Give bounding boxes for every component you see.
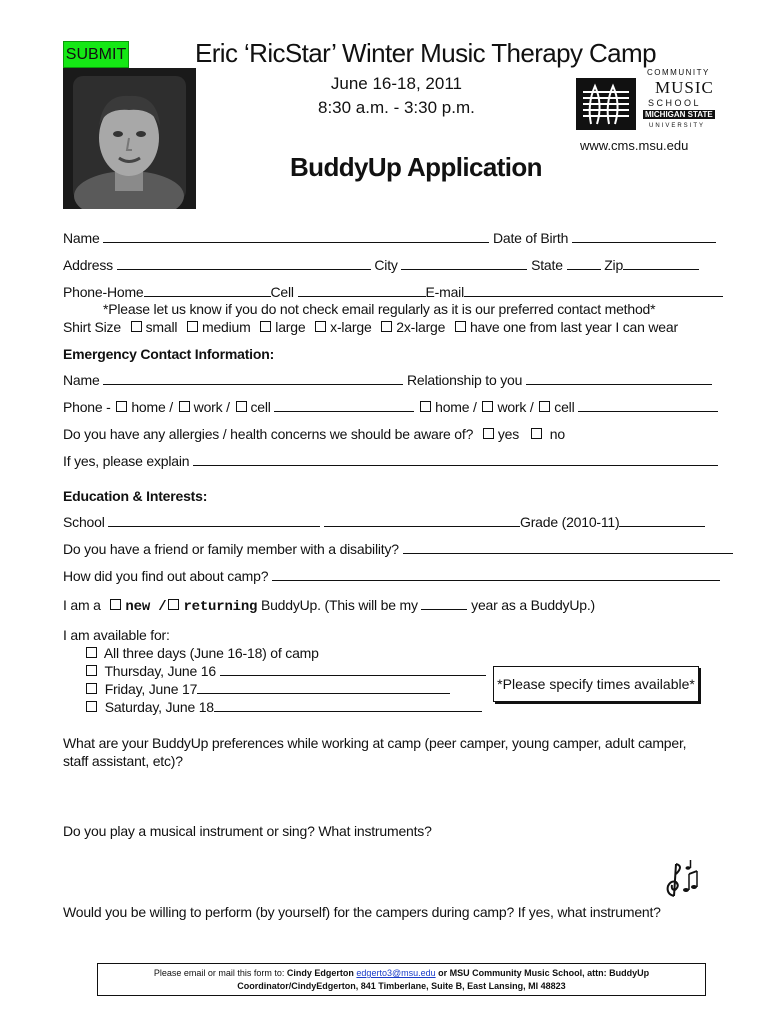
phone2-work-label: work / [497,399,534,415]
phone-row [63,284,723,300]
zip-field[interactable] [623,257,699,270]
phone2-field[interactable] [578,399,718,412]
avail-fri-field[interactable] [197,681,450,694]
find-camp-field[interactable] [272,568,720,581]
relationship-label: Relationship to you [406,372,523,388]
returning-checkbox[interactable] [168,599,179,610]
shirt-small-label: small [145,319,178,335]
avail-all-label: All three days (June 16-18) of camp [103,645,319,661]
email-note: *Please let us know if you do not check email regularly as it is our preferred contact method* [103,301,656,317]
logo-text-community: COMMUNITY [647,68,710,77]
camp-date: June 16-18, 2011 [330,74,462,93]
emergency-phone-row [63,399,718,415]
name-row [63,230,716,246]
instrument-question: Do you play a musical instrument or sing? What instruments? [63,823,432,839]
avail-sat-row [80,699,482,715]
shirt-2xlarge-checkbox[interactable] [381,321,392,332]
shirt-medium-checkbox[interactable] [187,321,198,332]
footer-prefix: Please email or mail this form to: [153,968,287,978]
logo-text-university: UNIVERSITY [649,123,706,129]
shirt-size-label: Shirt Size [63,319,121,335]
shirt-large-label: large [275,319,306,335]
phone-home-label: Phone-Home [63,284,144,300]
school-field[interactable] [108,514,320,527]
page-title: Eric ‘RicStar’ Winter Music Therapy Camp [195,38,656,68]
allergies-question: Do you have any allergies / health concerns we should be aware of? [63,426,474,442]
grade-field[interactable] [619,514,705,527]
footer-email-link[interactable]: edgerto3@msu.edu [356,968,436,978]
allergies-no-label: no [549,426,565,442]
email-field[interactable] [464,284,723,297]
shirt-small-checkbox[interactable] [131,321,142,332]
zip-label: Zip [604,257,624,273]
phone2-cell-checkbox[interactable] [539,401,550,412]
allergies-yes-label: yes [497,426,520,442]
allergies-row [63,426,565,442]
avail-thu-row [80,663,486,679]
avail-sat-label: Saturday, June 18 [104,699,214,715]
application-title: BuddyUp Application [290,152,542,182]
phone2-cell-label: cell [554,399,575,415]
city-field[interactable] [401,257,527,270]
find-camp-row [63,568,720,584]
phone1-work-label: work / [193,399,230,415]
returning-label: returning [183,599,258,615]
new-label: new / [125,599,167,615]
submit-button[interactable]: SUBMIT [63,41,129,68]
avail-all-row [80,645,319,661]
phone1-home-checkbox[interactable] [116,401,127,412]
footer-contact-name: Cindy Edgerton [286,968,357,978]
address-label: Address [63,257,113,273]
state-field[interactable] [567,257,601,270]
year-field[interactable] [421,597,467,610]
dob-label: Date of Birth [492,230,569,246]
shirt-xlarge-checkbox[interactable] [315,321,326,332]
address-field[interactable] [117,257,371,270]
grade-label: Grade (2010-11) [520,514,620,530]
explain-row [63,453,718,469]
cell-field[interactable] [298,284,426,297]
disability-row [63,541,733,557]
school-field-2[interactable] [324,514,520,527]
disability-field[interactable] [403,541,733,554]
phone1-work-checkbox[interactable] [179,401,190,412]
emergency-heading: Emergency Contact Information: [63,346,275,362]
shirt-size-row [63,319,678,335]
state-label: State [531,257,563,273]
avail-thu-field[interactable] [220,663,486,676]
education-heading: Education & Interests: [63,488,208,504]
shirt-large-checkbox[interactable] [260,321,271,332]
name-field[interactable] [103,230,489,243]
explain-label: If yes, please explain [63,453,190,469]
name-label: Name [63,230,100,246]
website-link: www.cms.msu.edu [580,138,689,153]
phone1-cell-label: cell [250,399,271,415]
avail-fri-row [80,681,450,697]
avail-thu-label: Thursday, June 16 [104,663,216,679]
shirt-2xlarge-label: 2x-large [396,319,446,335]
relationship-field[interactable] [526,372,712,385]
logo-text-school: SCHOOL [648,98,702,108]
avail-sat-checkbox[interactable] [86,701,97,712]
camper-photo [63,68,196,209]
disability-question: Do you have a friend or family member with a disability? [63,541,399,557]
avail-fri-label: Friday, June 17 [104,681,198,697]
phone1-field[interactable] [274,399,414,412]
phone2-home-label: home / [435,399,477,415]
phone1-home-label: home / [131,399,173,415]
phone2-work-checkbox[interactable] [482,401,493,412]
emergency-phone-label: Phone - [63,399,111,415]
avail-fri-checkbox[interactable] [86,683,97,694]
buddyup-text-2: year as a BuddyUp.) [467,597,595,613]
emergency-name-field[interactable] [103,372,403,385]
times-note-box: *Please specify times available* [493,666,699,702]
preferences-question: What are your BuddyUp preferences while working at camp (peer camper, young camper, adult camper, staff assistant, etc)? [63,735,687,769]
shirt-have-one-label: have one from last year I can wear [469,319,678,335]
camp-dates [318,72,475,120]
logo-text-msu: MICHIGAN STATE [645,110,713,119]
phone1-cell-checkbox[interactable] [236,401,247,412]
emergency-name-row [63,372,712,388]
phone2-home-checkbox[interactable] [420,401,431,412]
avail-all-checkbox[interactable] [86,647,97,658]
emergency-name-label: Name [63,372,100,388]
buddyup-text: BuddyUp. (This will be my [260,597,422,613]
footer-instructions [97,963,706,996]
city-label: City [374,257,398,273]
avail-thu-checkbox[interactable] [86,665,97,676]
find-camp-question: How did you find out about camp? [63,568,269,584]
shirt-medium-label: medium [202,319,251,335]
phone-home-field[interactable] [144,284,271,297]
cell-label: Cell [270,284,294,300]
school-label: School [63,514,105,530]
perform-question: Would you be willing to perform (by yourself) for the campers during camp? If yes, what instrument? [63,904,661,920]
logo-text-music: MUSIC [655,78,714,97]
allergies-no-checkbox[interactable] [531,428,542,439]
shirt-have-one-checkbox[interactable] [455,321,466,332]
school-row [63,514,705,530]
footer-suffix: or MSU Community Music School, attn: BuddyUp Coordinator/CindyEdgerton, 841 Timberlane, Suite B, East Lansing, MI 48823 [237,968,650,991]
shirt-xlarge-label: x-large [330,319,372,335]
dob-field[interactable] [572,230,716,243]
music-notes-icon [662,860,702,905]
email-label: E-mail [425,284,465,300]
iam-label: I am a [63,597,101,613]
address-row [63,257,699,273]
new-checkbox[interactable] [110,599,121,610]
allergies-yes-checkbox[interactable] [483,428,494,439]
buddy-type-row [63,597,595,615]
explain-field[interactable] [193,453,718,466]
available-label: I am available for: [63,627,170,643]
avail-sat-field[interactable] [214,699,482,712]
camp-time: 8:30 a.m. - 3:30 p.m. [318,98,475,117]
community-music-school-logo [575,68,715,132]
